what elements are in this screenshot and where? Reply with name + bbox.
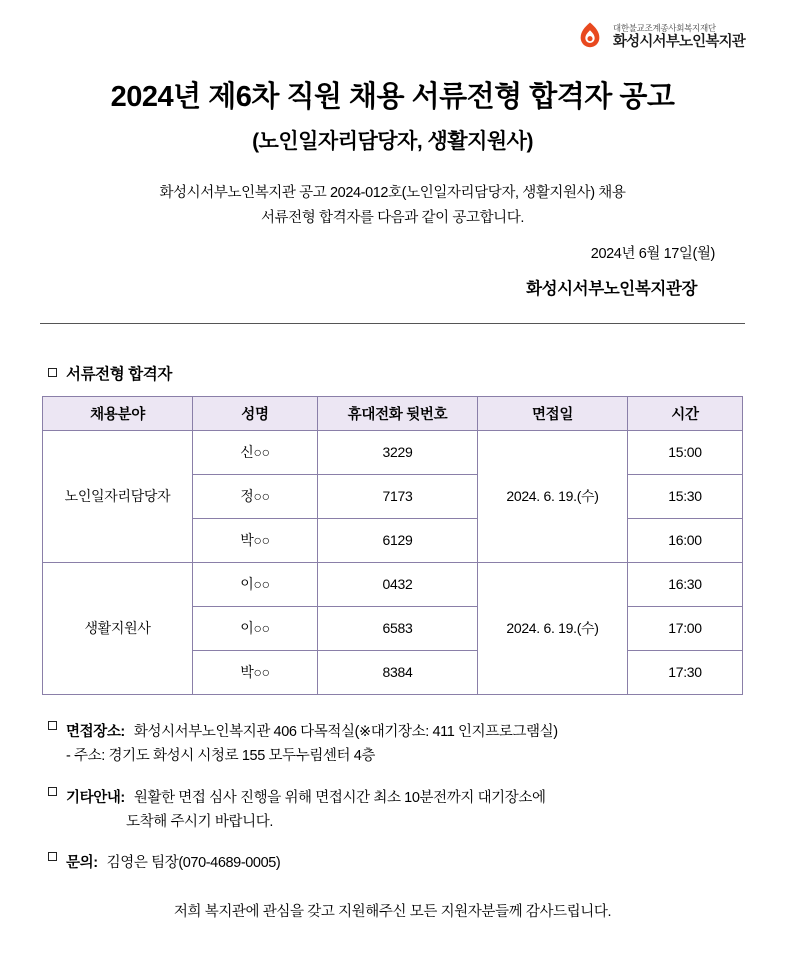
column-header-phone: 휴대전화 뒷번호 xyxy=(318,396,478,430)
table-row xyxy=(43,430,743,474)
note-other-text-continued: 도착해 주시기 바랍니다. xyxy=(126,813,273,830)
note-contact-label: 문의: xyxy=(66,855,98,872)
closing-message: 저희 복지관에 관심을 갖고 지원해주신 모든 지원자분들께 감사드립니다. xyxy=(173,903,612,920)
note-other-info xyxy=(48,787,745,835)
cell-field: 노인일자리담당자 xyxy=(43,430,193,562)
note-other-label: 기타안내: xyxy=(66,789,125,806)
note-location-text: 화성시서부노인복지관 406 다목적실(※대기장소: 411 인지프로그램실) xyxy=(133,723,558,740)
logo-foundation-text: 대한불교조계종사회복지재단 xyxy=(612,22,716,33)
announcement-date: 2024년 6월 17일(월) xyxy=(590,245,715,262)
column-header-time: 시간 xyxy=(628,396,743,430)
section-divider xyxy=(40,323,745,324)
intro-paragraph xyxy=(40,181,745,232)
cell-name: 박○○ xyxy=(193,518,318,562)
logo-center-text: 화성시서부노인복지관 xyxy=(612,33,745,50)
table-row xyxy=(43,562,743,606)
page-title: 2024년 제6차 직원 채용 서류전형 합격자 공고 xyxy=(110,81,675,113)
cell-phone: 7173 xyxy=(318,474,478,518)
organization-logo xyxy=(40,0,745,60)
section-heading xyxy=(48,362,745,384)
note-contact-text: 김영은 팀장(070-4689-0005) xyxy=(106,855,281,872)
cell-name: 정○○ xyxy=(193,474,318,518)
checkbox-square-icon xyxy=(48,852,57,861)
note-location-address: - 주소: 경기도 화성시 시청로 155 모두누림센터 4층 xyxy=(66,747,376,764)
cell-phone: 3229 xyxy=(318,430,478,474)
page-subtitle: (노인일자리담당자, 생활지원사) xyxy=(252,130,533,153)
checkbox-square-icon xyxy=(48,721,57,730)
cell-time: 15:00 xyxy=(628,430,743,474)
cell-field: 생활지원사 xyxy=(43,562,193,694)
cell-name: 이○○ xyxy=(193,562,318,606)
cell-phone: 8384 xyxy=(318,650,478,694)
column-header-interview-date: 면접일 xyxy=(478,396,628,430)
note-other-text: 원활한 면접 심사 진행을 위해 면접시간 최소 10분전까지 대기장소에 xyxy=(133,789,546,806)
cell-time: 17:30 xyxy=(628,650,743,694)
table-header-row xyxy=(43,396,743,430)
notes-section xyxy=(48,721,745,876)
cell-name: 신○○ xyxy=(193,430,318,474)
note-contact xyxy=(48,852,745,875)
cell-phone: 0432 xyxy=(318,562,478,606)
cell-time: 16:30 xyxy=(628,562,743,606)
intro-line-1: 화성시서부노인복지관 공고 2024-012호(노인일자리담당자, 생활지원사) 채용 xyxy=(159,185,626,201)
checkbox-square-icon xyxy=(48,368,57,377)
cell-time: 15:30 xyxy=(628,474,743,518)
intro-line-2: 서류전형 합격자를 다음과 같이 공고합니다. xyxy=(260,210,525,227)
note-location xyxy=(48,721,745,769)
checkbox-square-icon xyxy=(48,787,57,796)
cell-interview-date: 2024. 6. 19.(수) xyxy=(478,430,628,562)
section-heading-label: 서류전형 합격자 xyxy=(66,365,172,383)
issuing-organization: 화성시서부노인복지관장 xyxy=(526,279,697,298)
note-location-label: 면접장소: xyxy=(66,723,125,740)
cell-time: 16:00 xyxy=(628,518,743,562)
cell-name: 박○○ xyxy=(193,650,318,694)
cell-time: 17:00 xyxy=(628,606,743,650)
column-header-field: 채용분야 xyxy=(43,396,193,430)
cell-phone: 6129 xyxy=(318,518,478,562)
lotus-flame-icon xyxy=(573,20,607,54)
column-header-name: 성명 xyxy=(193,396,318,430)
results-table xyxy=(42,396,743,695)
cell-phone: 6583 xyxy=(318,606,478,650)
cell-name: 이○○ xyxy=(193,606,318,650)
cell-interview-date: 2024. 6. 19.(수) xyxy=(478,562,628,694)
